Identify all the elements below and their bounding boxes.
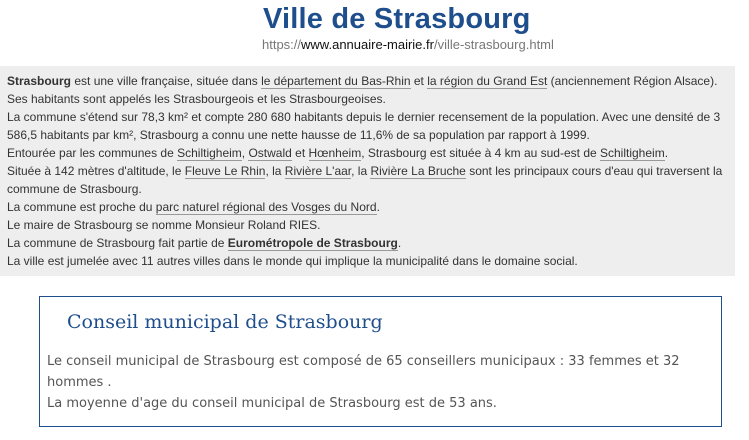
info-text: et	[410, 74, 428, 88]
info-rivers	[7, 162, 728, 198]
eurometropole-link[interactable]: Eurométropole de Strasbourg	[227, 236, 398, 250]
river-link-rhin[interactable]: Fleuve Le Rhin	[184, 164, 266, 178]
info-intercommunality	[7, 234, 728, 252]
info-text: (anciennement Région Alsace). Ses habitants sont appelés les Strasbourgeois et les Strasbourgeoises.	[7, 74, 718, 106]
page-url	[262, 37, 554, 53]
info-text: est une ville française, située dans	[71, 74, 262, 88]
info-park	[7, 198, 728, 216]
info-text: sont les principaux cours d'eau qui traversent la commune de Strasbourg.	[7, 164, 723, 196]
info-population: La commune s'étend sur 78,3 km² et compte 280 680 habitants depuis le dernier recensement de la population. Avec une densité de 3 586,5 habitants par km², Strasbourg a connu une nette hausse de 11,6% de sa population par rapport à 1999.	[7, 110, 721, 142]
url-path: /ville-strasbourg.html	[433, 37, 554, 52]
info-text: , la	[351, 164, 371, 178]
council-text	[47, 351, 707, 414]
council-box	[39, 296, 722, 427]
info-text: .	[376, 200, 380, 214]
river-link-aar[interactable]: Rivière L'aar	[284, 164, 352, 178]
info-intro	[7, 72, 728, 108]
river-link-bruche[interactable]: Rivière La Bruche	[370, 164, 466, 178]
info-neighbours	[7, 144, 728, 162]
url-domain: www.annuaire-mairie.fr	[301, 37, 434, 52]
department-link[interactable]: le département du Bas-Rhin	[261, 74, 411, 88]
commune-link-schiltigheim[interactable]: Schiltigheim	[177, 146, 242, 160]
council-composition: Le conseil municipal de Strasbourg est composé de 65 conseillers municipaux : 33 femmes et 32 hommes .	[47, 354, 680, 390]
city-name: Strasbourg	[7, 74, 72, 88]
commune-link-hoenheim[interactable]: Hœnheim	[308, 146, 362, 160]
park-link[interactable]: parc naturel régional des Vosges du Nord	[155, 200, 377, 214]
commune-link-ostwald[interactable]: Ostwald	[248, 146, 292, 160]
info-text: Entourée par les communes de	[7, 146, 178, 160]
info-twinning: La ville est jumelée avec 11 autres villes dans le monde qui implique la municipalité dans le domaine social.	[7, 254, 578, 268]
city-info-box	[0, 66, 735, 276]
info-text: Située à 142 mètres d'altitude, le	[7, 164, 185, 178]
info-text: , Strasbourg est située à 4 km au sud-est de	[361, 146, 600, 160]
info-text: .	[664, 146, 669, 160]
url-protocol: https://	[262, 37, 302, 52]
page-title: Ville de Strasbourg	[263, 3, 531, 35]
commune-link-schiltigheim-2[interactable]: Schiltigheim	[600, 146, 665, 160]
info-text: .	[397, 236, 402, 250]
info-text: La commune est proche du	[7, 200, 156, 214]
info-text: , la	[265, 164, 285, 178]
region-link[interactable]: la région du Grand Est	[427, 74, 548, 88]
info-text: ,	[241, 146, 249, 160]
info-text: et	[291, 146, 309, 160]
council-title: Conseil municipal de Strasbourg	[67, 311, 383, 333]
info-text: La commune de Strasbourg fait partie de	[7, 236, 228, 250]
info-mayor: Le maire de Strasbourg se nomme Monsieur Roland RIES.	[7, 218, 321, 232]
page-header	[0, 0, 749, 66]
council-average-age: La moyenne d'age du conseil municipal de Strasbourg est de 53 ans.	[47, 396, 497, 411]
